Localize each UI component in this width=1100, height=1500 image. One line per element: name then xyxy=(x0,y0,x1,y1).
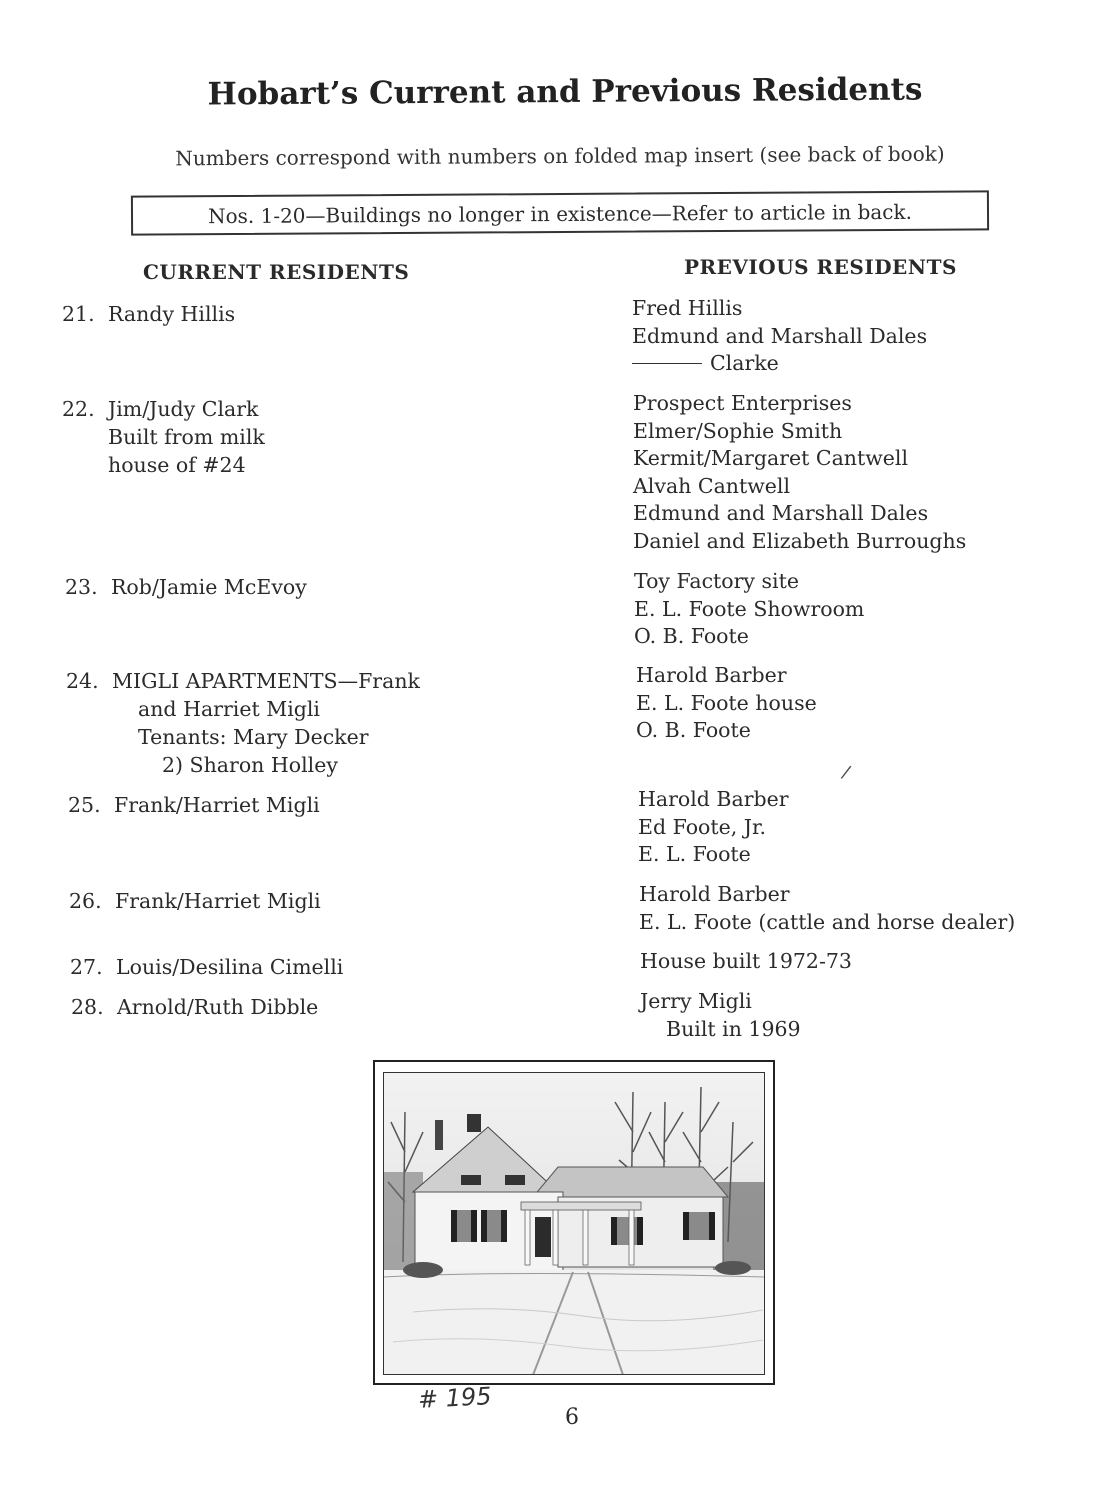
house-photograph xyxy=(373,1060,775,1385)
entry-number: 24. xyxy=(66,669,99,693)
current-residents-heading: CURRENT RESIDENTS xyxy=(143,260,410,284)
current-resident: Frank/Harriet Migli xyxy=(114,793,320,817)
previous-resident: E. L. Foote house xyxy=(636,690,817,715)
previous-entry-23 xyxy=(634,568,864,651)
previous-entry-25 xyxy=(638,786,789,869)
current-entry-23 xyxy=(65,573,307,601)
current-entry-24 xyxy=(66,667,420,779)
current-note: Tenants: Mary Decker xyxy=(138,725,369,749)
previous-resident: Harold Barber xyxy=(638,787,789,811)
entry-number: 25. xyxy=(68,793,101,817)
previous-resident: House built 1972-73 xyxy=(640,949,852,973)
entry-number: 23. xyxy=(65,575,98,599)
entry-number: 22. xyxy=(62,397,95,421)
entry-number: 28. xyxy=(71,995,104,1019)
previous-resident: Toy Factory site xyxy=(634,569,799,593)
current-entry-26 xyxy=(69,887,321,915)
current-resident: Jim/Judy Clark xyxy=(108,397,259,421)
notice-box xyxy=(131,190,989,235)
previous-resident: Harold Barber xyxy=(639,882,790,906)
house-photo-image xyxy=(383,1072,765,1375)
current-resident: Rob/Jamie McEvoy xyxy=(111,575,307,599)
current-note: house of #24 xyxy=(108,453,246,477)
previous-resident: E. L. Foote xyxy=(638,842,751,866)
page-number: 6 xyxy=(565,1405,579,1430)
previous-resident: Ed Foote, Jr. xyxy=(638,814,767,839)
previous-residents-heading: PREVIOUS RESIDENTS xyxy=(684,255,957,279)
page-subtitle: Numbers correspond with numbers on folded map insert (see back of book) xyxy=(175,141,945,171)
handwritten-photo-number: # 195 xyxy=(417,1382,493,1414)
current-note: and Harriet Migli xyxy=(138,697,320,721)
previous-resident: Jerry Migli xyxy=(640,989,752,1013)
current-note: 2) Sharon Holley xyxy=(162,753,338,777)
current-resident: Frank/Harriet Migli xyxy=(115,889,321,913)
current-entry-27 xyxy=(70,953,343,981)
notice-text: Nos. 1-20—Buildings no longer in existence—Refer to article in back. xyxy=(207,199,913,229)
previous-entry-22 xyxy=(633,390,966,555)
pen-mark: / xyxy=(839,761,853,784)
previous-resident: E. L. Foote Showroom xyxy=(634,596,865,621)
entry-number: 21. xyxy=(62,302,95,326)
current-entry-21 xyxy=(62,300,235,328)
current-resident: MIGLI APARTMENTS—Frank xyxy=(112,669,420,693)
previous-resident: Elmer/Sophie Smith xyxy=(633,418,843,443)
previous-resident: Edmund and Marshall Dales xyxy=(633,501,929,525)
previous-resident: Clarke xyxy=(710,351,779,375)
previous-resident: Daniel and Elizabeth Burroughs xyxy=(633,528,967,553)
previous-entry-28 xyxy=(640,988,801,1043)
current-entry-28 xyxy=(71,993,318,1021)
current-entry-25 xyxy=(68,791,320,819)
previous-resident: Harold Barber xyxy=(636,663,787,687)
previous-resident: E. L. Foote (cattle and horse dealer) xyxy=(639,909,1016,934)
entry-number: 26. xyxy=(69,889,102,913)
previous-resident: Edmund and Marshall Dales xyxy=(632,323,928,348)
previous-entry-24 xyxy=(636,662,817,745)
current-resident: Randy Hillis xyxy=(108,302,236,326)
previous-resident: O. B. Foote xyxy=(636,718,751,742)
previous-resident: Built in 1969 xyxy=(666,1016,801,1041)
current-note: Built from milk xyxy=(108,425,265,449)
entry-number: 27. xyxy=(70,955,103,979)
blank-line xyxy=(632,363,702,364)
previous-resident: Alvah Cantwell xyxy=(633,473,791,498)
page-title: Hobart’s Current and Previous Residents xyxy=(207,71,923,113)
previous-resident: Kermit/Margaret Cantwell xyxy=(633,446,909,470)
previous-resident: Prospect Enterprises xyxy=(633,391,852,415)
current-resident: Arnold/Ruth Dibble xyxy=(117,995,319,1019)
current-resident: Louis/Desilina Cimelli xyxy=(116,955,344,979)
previous-resident: O. B. Foote xyxy=(634,624,749,648)
previous-entry-21 xyxy=(632,295,927,378)
previous-entry-27 xyxy=(640,948,852,976)
current-entry-22 xyxy=(62,395,265,479)
previous-entry-26 xyxy=(639,881,1015,936)
previous-resident: Fred Hillis xyxy=(632,296,743,320)
